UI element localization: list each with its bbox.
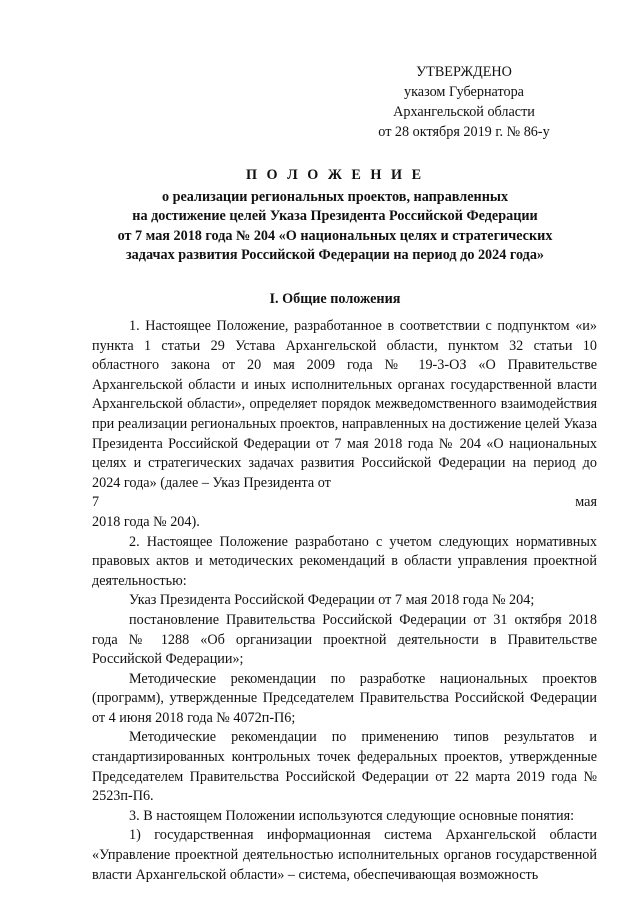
title-line-4: задачах развития Российской Федерации на период до 2024 года»	[125, 247, 545, 264]
paragraph-1-tail-day: 7	[92, 494, 100, 511]
paragraph-1-tail	[92, 493, 597, 513]
section-heading: I. Общие положения	[269, 291, 401, 307]
document-title	[80, 166, 590, 266]
paragraph-2-item-4: Методические рекомендации по применению типов результатов и стандартизированных контрольных точек федеральных проектов, утвержденные Председателем Правительства Российской Федерации от 22 марта 2019 года № 2523п-П6.	[92, 729, 597, 805]
approval-line-region: Архангельской области	[393, 104, 535, 120]
approval-stamp	[340, 62, 588, 142]
title-line-1: о реализации региональных проектов, направленных	[161, 188, 509, 205]
paragraph-3-item-1: 1) государственная информационная система Архангельской области «Управление проектной деятельностью исполнительных органов государственной власти Архангельской области» – система, обеспечивающая возможность	[92, 827, 597, 883]
title-heading: П О Л О Ж Е Н И Е	[245, 167, 425, 183]
paragraph-2-item-1: Указ Президента Российской Федерации от 7 мая 2018 года № 204;	[129, 592, 535, 609]
document-body	[92, 317, 597, 885]
paragraph-2-item-3: Методические рекомендации по разработке национальных проектов (программ), утвержденные Председателем Правительства Российской Федерации от 4 июня 2018 года № 4072п-П6;	[92, 670, 597, 726]
paragraph-3: 3. В настоящем Положении используются следующие основные понятия:	[129, 807, 575, 824]
approval-line-approved: УТВЕРЖДЕНО	[416, 64, 512, 80]
title-line-2: на достижение целей Указа Президента Российской Федерации	[132, 208, 538, 225]
approval-line-date: от 28 октября 2019 г. № 86-у	[378, 124, 550, 140]
approval-line-decree: указом Губернатора	[404, 84, 524, 100]
paragraph-1: 1. Настоящее Положение, разработанное в соответствии с подпунктом «и» пункта 1 статьи 29 Устава Архангельской области, пунктом 32 статьи 10 областного закона от 20 мая 2009 года № 19-3-ОЗ «О Правительстве Архангельской области и иных исполнительных органах государственной власти Архангельской области», определяет порядок межведомственного взаимодействия при реализации региональных проектов, направленных на достижение целей Указа Президента Российской Федерации от 7 мая 2018 года № 204 «О национальных целях и стратегических задачах развития Российской Федерации на период до 2024 года» (далее – Указ Президента от	[92, 318, 597, 491]
paragraph-1-end: 2018 года № 204).	[92, 513, 200, 530]
paragraph-2: 2. Настоящее Положение разработано с учетом следующих нормативных правовых актов и методических рекомендаций в области управления проектной деятельностью:	[92, 533, 597, 589]
paragraph-1-tail-month: мая	[575, 494, 597, 511]
paragraph-2-item-2: постановление Правительства Российской Федерации от 31 октября 2018 года № 1288 «Об организации проектной деятельности в Правительстве Российской Федерации»;	[92, 611, 597, 668]
title-line-3: от 7 мая 2018 года № 204 «О национальных целях и стратегических	[117, 227, 553, 244]
